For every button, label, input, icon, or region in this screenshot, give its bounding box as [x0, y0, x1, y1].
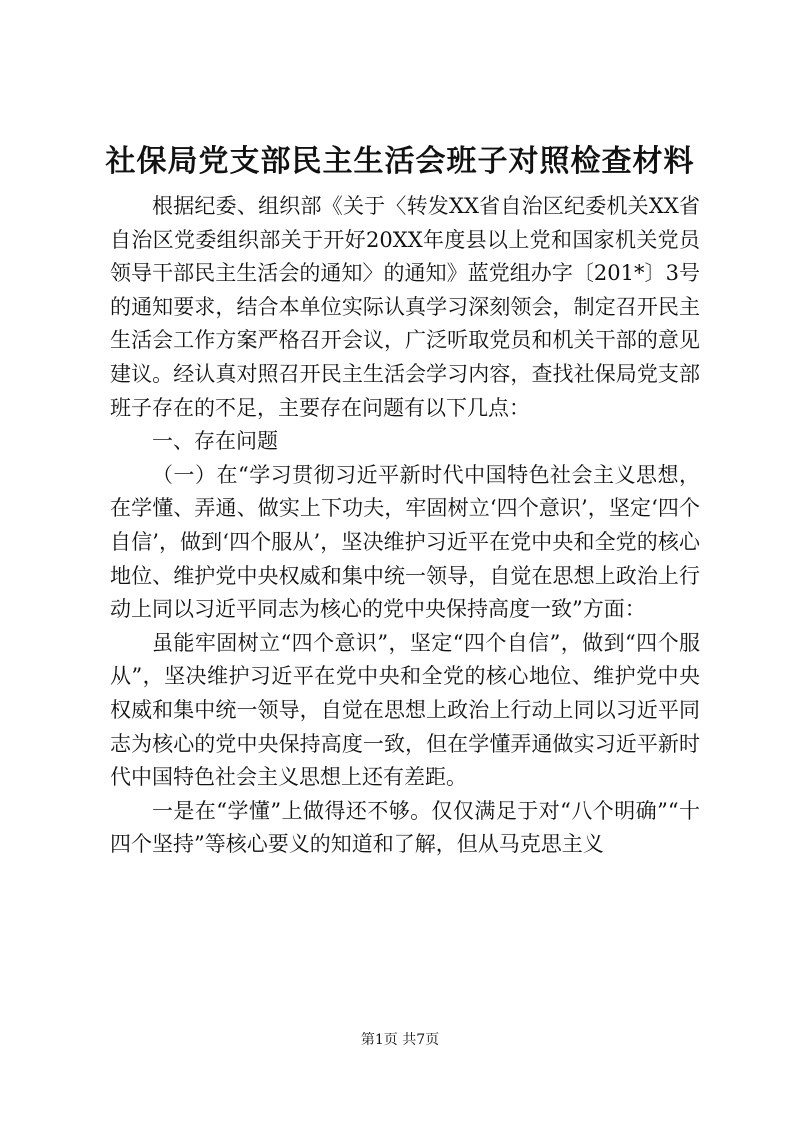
paragraph-intro: 根据纪委、组织部《关于〈转发XX省自治区纪委机关XX省自治区党委组织部关于开好20XX年度县以上党和国家机关党员领导干部民主生活会的通知〉的通知》蓝党组办字〔201*〕3号的通知要求，结合本单位实际认真学习深刻领会，制定召开民主生活会工作方案严格召开会议，广泛听取党员和机关干部的意见建议。经认真对照召开民主生活会学习内容，查找社保局党支部班子存在的不足，主要存在问题有以下几点：: [110, 194, 700, 420]
paragraph-assessment: 虽能牢固树立“四个意识”，坚定“四个自信”，做到“四个服从”，坚决维护习近平在党中央和全党的核心地位、维护党中央权威和集中统一领导，自觉在思想上政治上行动上同以习近平同志为核心的党中央保持高度一致，但在学懂弄通做实习近平新时代中国特色社会主义思想上还有差距。: [110, 630, 700, 790]
document-title: 社保局党支部民主生活会班子对照检查材料: [105, 144, 695, 179]
paragraph-point-one: 一是在“学懂”上做得还不够。仅仅满足于对“八个明确”“十四个坚持”等核心要义的知道和了解，但从马克思主义: [110, 798, 700, 857]
paragraph-subsection-one: （一）在“学习贯彻习近平新时代中国特色社会主义思想，在学懂、弄通、做实上下功夫，牢固树立‘四个意识’，坚定‘四个自信’，做到‘四个服从’，坚决维护习近平在党中央和全党的核心地位、维护党中央权威和集中统一领导，自觉在思想上政治上行动上同以习近平同志为核心的党中央保持高度一致”方面：: [110, 462, 700, 622]
page-number-footer: 第1页 共7页: [360, 1032, 440, 1048]
document-body: [110, 190, 700, 862]
section-heading-problems: 一、存在问题: [152, 429, 278, 454]
